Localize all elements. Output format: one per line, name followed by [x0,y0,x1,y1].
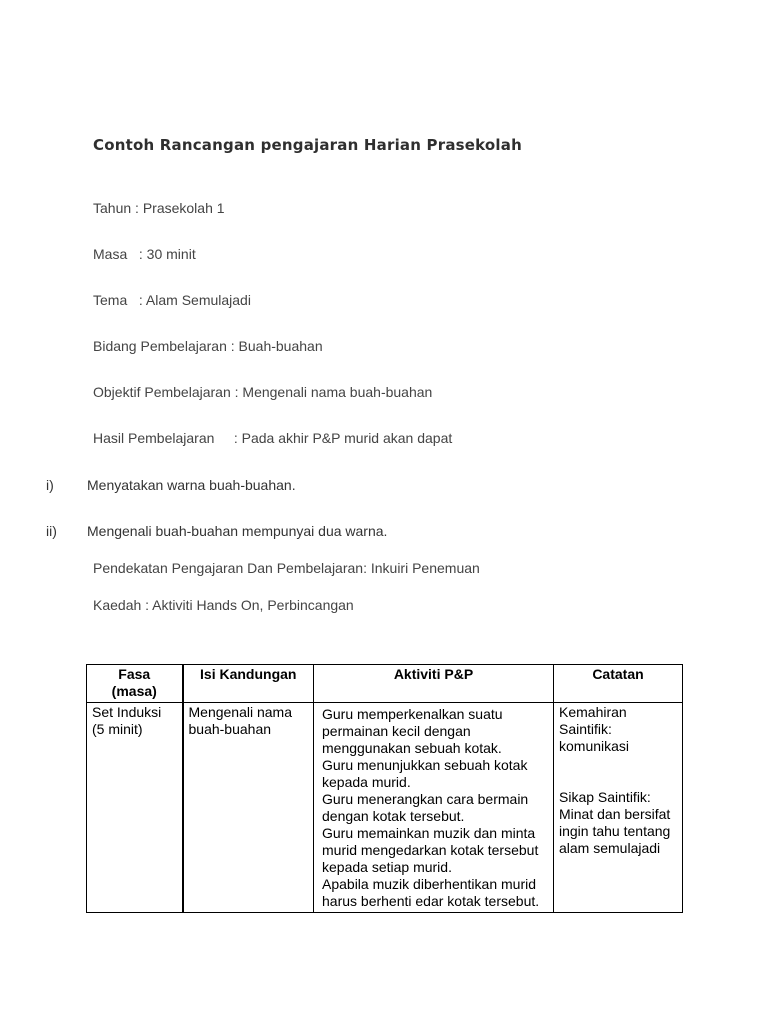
cell-catatan [554,703,683,913]
activity-item: Guru memainkan muzik dan minta murid mengedarkan kotak tersebut kepada setiap murid. [322,825,539,875]
activity-item: Guru memperkenalkan suatu permainan kecil dengan menggunakan sebuah kotak. [322,706,503,756]
table-row [87,703,683,913]
meta-tema: Tema : Alam Semulajadi [93,292,251,308]
catatan-spacer [559,755,677,789]
header-catatan: Catatan [554,665,683,703]
pendekatan-text: Pendekatan Pengajaran Dan Pembelajaran: Inkuiri Penemuan [93,560,480,576]
meta-hasil: Hasil Pembelajaran : Pada akhir P&P murid akan dapat [93,430,453,446]
outcome-text: Mengenali buah-buahan mempunyai dua warna. [87,523,388,539]
activity-item: Guru menunjukkan sebuah kotak kepada murid. [322,757,528,790]
catatan-sikap: Sikap Saintifik: Minat dan bersifat ingin tahu tentang alam semulajadi [559,789,671,856]
header-fasa: Fasa (masa) [87,665,183,703]
activity-item: Apabila muzik diberhentikan murid harus berhenti edar kotak tersebut. [322,876,540,909]
meta-tahun: Tahun : Prasekolah 1 [93,200,225,216]
cell-aktiviti [314,703,554,913]
activity-item: Guru menerangkan cara bermain dengan kotak tersebut. [322,791,529,824]
meta-masa: Masa : 30 minit [93,246,196,262]
outcome-text: Menyatakan warna buah-buahan. [87,477,296,493]
outcome-number: i) [46,477,54,493]
header-isi-kandungan: Isi Kandungan [183,665,314,703]
cell-fasa: Set Induksi (5 minit) [87,703,183,913]
outcome-number: ii) [46,523,57,539]
catatan-kemahiran: Kemahiran Saintifik: komunikasi [559,704,630,754]
page-title: Contoh Rancangan pengajaran Harian Prasekolah [93,136,522,154]
header-aktiviti: Aktiviti P&P [314,665,554,703]
lesson-plan-table [86,664,683,913]
meta-objektif: Objektif Pembelajaran : Mengenali nama buah-buahan [93,384,433,400]
kaedah-text: Kaedah : Aktiviti Hands On, Perbincangan [93,597,354,613]
table-header-row [87,665,683,703]
meta-bidang: Bidang Pembelajaran : Buah-buahan [93,338,323,354]
cell-isi-kandungan: Mengenali nama buah-buahan [183,703,314,913]
